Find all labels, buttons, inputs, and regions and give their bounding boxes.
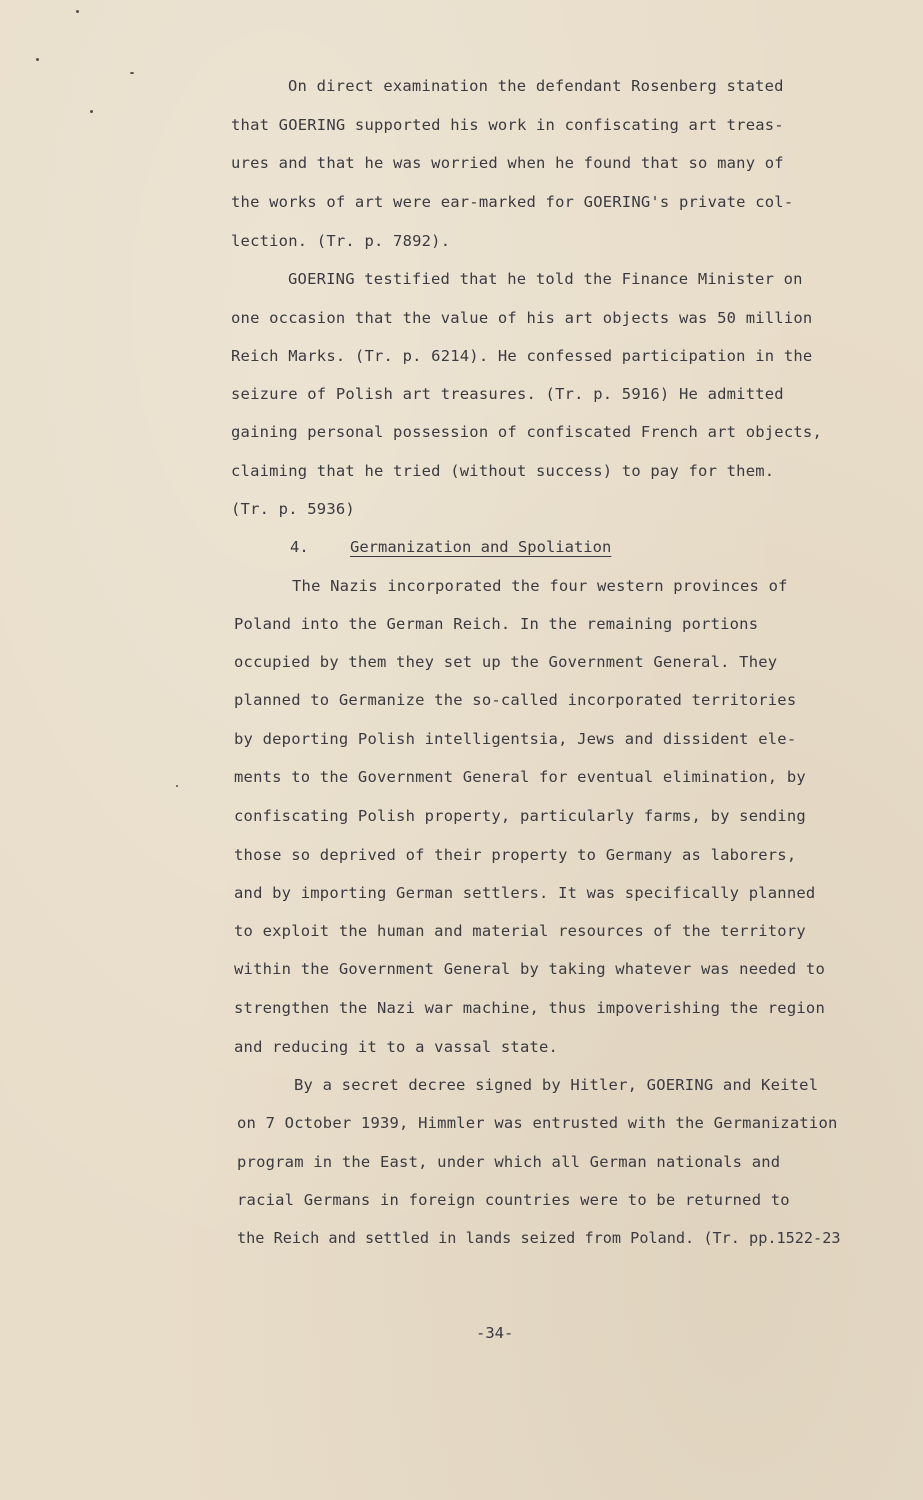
paper-speck (176, 785, 178, 787)
paper-speck (76, 10, 79, 13)
text-line: and by importing German settlers. It was specifically planned (234, 884, 816, 902)
text-line: program in the East, under which all German nationals and (237, 1153, 781, 1171)
text-line: Poland into the German Reich. In the remaining portions (234, 615, 759, 633)
paper-speck (130, 72, 134, 74)
text-line: GOERING testified that he told the Finance Minister on (288, 270, 803, 288)
text-line: confiscating Polish property, particularly farms, by sending (234, 807, 806, 825)
text-line: on 7 October 1939, Himmler was entrusted with the Germanization (237, 1114, 838, 1132)
text-line: claiming that he tried (without success) to pay for them. (231, 462, 775, 480)
text-line: by deporting Polish intelligentsia, Jews and dissident ele- (234, 730, 797, 748)
text-line: one occasion that the value of his art objects was 50 million (231, 309, 813, 327)
text-line: within the Government General by taking whatever was needed to (234, 960, 825, 978)
text-line: racial Germans in foreign countries were to be returned to (237, 1191, 790, 1209)
text-line: ures and that he was worried when he found that so many of (231, 154, 784, 172)
text-line: On direct examination the defendant Rosenberg stated (288, 77, 784, 95)
text-line: The Nazis incorporated the four western provinces of (292, 577, 788, 595)
text-line: lection. (Tr. p. 7892). (231, 232, 451, 250)
text-line: occupied by them they set up the Government General. They (234, 653, 778, 671)
text-line: By a secret decree signed by Hitler, GOERING and Keitel (294, 1076, 819, 1094)
paper-speck (36, 58, 39, 61)
text-line: to exploit the human and material resources of the territory (234, 922, 806, 940)
text-line: (Tr. p. 5936) (231, 500, 355, 518)
text-line: Reich Marks. (Tr. p. 6214). He confessed participation in the (231, 347, 813, 365)
text-line: planned to Germanize the so-called incorporated territories (234, 691, 797, 709)
text-line: gaining personal possession of confiscated French art objects, (231, 423, 822, 441)
text-line: the Reich and settled in lands seized from Poland. (Tr. pp.1522-23 (237, 1229, 841, 1247)
text-line: those so deprived of their property to Germany as laborers, (234, 846, 797, 864)
text-line: seizure of Polish art treasures. (Tr. p. 5916) He admitted (231, 385, 784, 403)
paper-speck (90, 110, 93, 113)
section-number: 4. (290, 538, 309, 556)
text-line: that GOERING supported his work in confiscating art treas- (231, 116, 784, 134)
text-line: the works of art were ear-marked for GOERING's private col- (231, 193, 794, 211)
section-title: Germanization and Spoliation (350, 538, 612, 556)
page-number: -34- (476, 1324, 514, 1342)
text-line: ments to the Government General for eventual elimination, by (234, 768, 806, 786)
text-line: strengthen the Nazi war machine, thus impoverishing the region (234, 999, 825, 1017)
text-line: and reducing it to a vassal state. (234, 1038, 559, 1056)
